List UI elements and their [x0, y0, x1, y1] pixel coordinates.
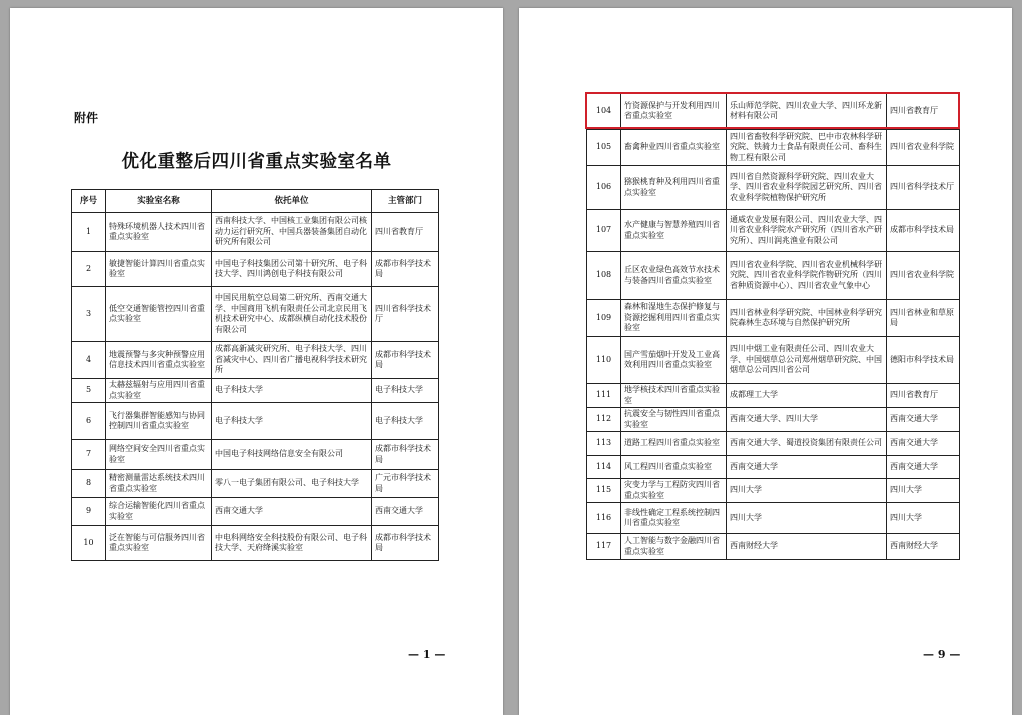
- cell-index: 5: [72, 379, 106, 403]
- cell-index: 115: [587, 479, 621, 503]
- cell-index: 2: [72, 252, 106, 287]
- table-row: [587, 130, 960, 166]
- cell-host-unit: 电子科技大学: [212, 379, 372, 403]
- table-row: [72, 526, 439, 561]
- cell-department: 四川省科学技术厅: [887, 166, 960, 210]
- cell-department: 四川省教育厅: [887, 384, 960, 408]
- cell-lab-name: 网络空间安全四川省重点实验室: [106, 440, 212, 470]
- cell-lab-name: 精密测量雷达系统技术四川省重点实验室: [106, 470, 212, 498]
- cell-department: 西南交通大学: [887, 408, 960, 432]
- cell-index: 4: [72, 342, 106, 379]
- cell-lab-name: 道路工程四川省重点实验室: [621, 432, 727, 456]
- cell-host-unit: 西南交通大学: [212, 498, 372, 526]
- attachment-label: 附件: [74, 111, 99, 125]
- cell-host-unit: 通威农业发展有限公司、四川农业大学、四川省农业科学院水产研究所（四川省水产研究所）、四川润兆渔业有限公司: [727, 210, 887, 252]
- cell-index: 10: [72, 526, 106, 561]
- cell-lab-name: 综合运输智能化四川省重点实验室: [106, 498, 212, 526]
- lab-list-table-page-9: [586, 92, 960, 560]
- cell-index: 111: [587, 384, 621, 408]
- cell-index: 106: [587, 166, 621, 210]
- table-row: [587, 534, 960, 560]
- cell-index: 117: [587, 534, 621, 560]
- table-row: [72, 213, 439, 252]
- cell-index: 3: [72, 287, 106, 342]
- cell-lab-name: 畜禽种业四川省重点实验室: [621, 130, 727, 166]
- cell-lab-name: 抗震安全与韧性四川省重点实验室: [621, 408, 727, 432]
- cell-host-unit: 四川省畜牧科学研究院、巴中市农林科学研究院、铁骑力士食品有限责任公司、畜科生物工程有限公司: [727, 130, 887, 166]
- cell-index: 109: [587, 300, 621, 337]
- cell-host-unit: 中国民用航空总局第二研究所、西南交通大学、中国商用飞机有限责任公司北京民用飞机技术研究中心、成都纵横自动化技术股份有限公司: [212, 287, 372, 342]
- cell-host-unit: 四川大学: [727, 503, 887, 534]
- cell-department: 西南财经大学: [887, 534, 960, 560]
- page-number: — 9 —: [923, 648, 961, 661]
- cell-lab-name: 敏捷智能计算四川省重点实验室: [106, 252, 212, 287]
- table-body-page-9: [587, 93, 960, 560]
- cell-index: 104: [587, 93, 621, 130]
- cell-host-unit: 西南交通大学: [727, 456, 887, 479]
- cell-lab-name: 地学核技术四川省重点实验室: [621, 384, 727, 408]
- cell-index: 108: [587, 252, 621, 300]
- cell-department: 电子科技大学: [372, 403, 439, 440]
- table-row: [72, 403, 439, 440]
- cell-lab-name: 太赫兹辐射与应用四川省重点实验室: [106, 379, 212, 403]
- cell-lab-name: 特殊环境机器人技术四川省重点实验室: [106, 213, 212, 252]
- cell-host-unit: 成都理工大学: [727, 384, 887, 408]
- table-row: [587, 479, 960, 503]
- cell-department: 成都市科学技术局: [372, 252, 439, 287]
- cell-index: 110: [587, 337, 621, 384]
- cell-host-unit: 西南交通大学、四川大学: [727, 408, 887, 432]
- cell-department: 成都市科学技术局: [887, 210, 960, 252]
- cell-lab-name: 低空交通智能管控四川省重点实验室: [106, 287, 212, 342]
- cell-department: 四川省农业科学院: [887, 252, 960, 300]
- cell-lab-name: 非线性确定工程系统控制四川省重点实验室: [621, 503, 727, 534]
- cell-department: 广元市科学技术局: [372, 470, 439, 498]
- cell-department: 成都市科学技术局: [372, 526, 439, 561]
- header-lab-name: 实验室名称: [106, 190, 212, 213]
- table-row: [587, 384, 960, 408]
- table-row: [587, 408, 960, 432]
- cell-lab-name: 森林和湿地生态保护修复与资源挖掘利用四川省重点实验室: [621, 300, 727, 337]
- table-row: [72, 470, 439, 498]
- cell-department: 西南交通大学: [887, 456, 960, 479]
- cell-department: 成都市科学技术局: [372, 342, 439, 379]
- cell-index: 112: [587, 408, 621, 432]
- cell-department: 德阳市科学技术局: [887, 337, 960, 384]
- page-number: — 1 —: [408, 648, 446, 661]
- cell-host-unit: 乐山师范学院、四川农业大学、四川环龙新材料有限公司: [727, 93, 887, 130]
- document-page-1: [10, 8, 503, 715]
- cell-host-unit: 四川中烟工业有限责任公司、四川农业大学、中国烟草总公司郑州烟草研究院、中国烟草总公司四川省公司: [727, 337, 887, 384]
- cell-department: 四川大学: [887, 503, 960, 534]
- header-department: 主管部门: [372, 190, 439, 213]
- cell-lab-name: 灾变力学与工程防灾四川省重点实验室: [621, 479, 727, 503]
- cell-index: 114: [587, 456, 621, 479]
- cell-index: 105: [587, 130, 621, 166]
- cell-department: 四川大学: [887, 479, 960, 503]
- table-row: [72, 440, 439, 470]
- table-row: [72, 379, 439, 403]
- cell-host-unit: 四川省农业科学院、四川省农业机械科学研究院、四川省农业科学院作物研究所（四川省种质资源中心）、四川省农业气象中心: [727, 252, 887, 300]
- cell-index: 9: [72, 498, 106, 526]
- cell-host-unit: 西南财经大学: [727, 534, 887, 560]
- cell-lab-name: 水产健康与智慧养殖四川省重点实验室: [621, 210, 727, 252]
- table-row: [72, 342, 439, 379]
- table-row: [587, 503, 960, 534]
- table-row: [587, 432, 960, 456]
- cell-host-unit: 四川省自然资源科学研究院、四川农业大学、四川省农业科学院园艺研究所、四川省农业科学院植物保护研究所: [727, 166, 887, 210]
- table-row: [587, 300, 960, 337]
- cell-host-unit: 电子科技大学: [212, 403, 372, 440]
- table-row: [587, 456, 960, 479]
- cell-index: 1: [72, 213, 106, 252]
- cell-lab-name: 国产雪茄烟叶开发及工业高效利用四川省重点实验室: [621, 337, 727, 384]
- cell-host-unit: 中国电子科技集团公司第十研究所、电子科技大学、四川鸿创电子科技有限公司: [212, 252, 372, 287]
- cell-index: 116: [587, 503, 621, 534]
- cell-index: 7: [72, 440, 106, 470]
- table-row: [587, 337, 960, 384]
- cell-department: 四川省科学技术厅: [372, 287, 439, 342]
- cell-host-unit: 四川大学: [727, 479, 887, 503]
- cell-index: 6: [72, 403, 106, 440]
- cell-department: 四川省农业科学院: [887, 130, 960, 166]
- cell-lab-name: 地震预警与多灾种预警应用信息技术四川省重点实验室: [106, 342, 212, 379]
- cell-host-unit: 中电科网络安全科技股份有限公司、电子科技大学、天府绛溪实验室: [212, 526, 372, 561]
- lab-list-table-page-1: [71, 189, 439, 561]
- cell-lab-name: 人工智能与数字金融四川省重点实验室: [621, 534, 727, 560]
- cell-lab-name: 飞行器集群智能感知与协同控制四川省重点实验室: [106, 403, 212, 440]
- cell-lab-name: 猕猴桃育种及利用四川省重点实验室: [621, 166, 727, 210]
- cell-index: 113: [587, 432, 621, 456]
- document-page-9: [519, 8, 1012, 715]
- table-row: [587, 210, 960, 252]
- table-row: [72, 252, 439, 287]
- header-index: 序号: [72, 190, 106, 213]
- cell-department: 四川省教育厅: [887, 93, 960, 130]
- cell-lab-name: 丘区农业绿色高效节水技术与装备四川省重点实验室: [621, 252, 727, 300]
- cell-lab-name: 竹资源保护与开发利用四川省重点实验室: [621, 93, 727, 130]
- cell-lab-name: 风工程四川省重点实验室: [621, 456, 727, 479]
- cell-host-unit: 零八一电子集团有限公司、电子科技大学: [212, 470, 372, 498]
- table-row: [72, 498, 439, 526]
- table-row: [587, 93, 960, 130]
- table-row: [72, 287, 439, 342]
- cell-host-unit: 成都高新减灾研究所、电子科技大学、四川省减灾中心、四川省广播电视科学技术研究所: [212, 342, 372, 379]
- header-host-unit: 依托单位: [212, 190, 372, 213]
- cell-index: 107: [587, 210, 621, 252]
- cell-host-unit: 西南交通大学、蜀道投资集团有限责任公司: [727, 432, 887, 456]
- cell-host-unit: 西南科技大学、中国核工业集团有限公司核动力运行研究所、中国兵器装备集团自动化研究所有限公司: [212, 213, 372, 252]
- cell-department: 电子科技大学: [372, 379, 439, 403]
- page-title: 优化重整后四川省重点实验室名单: [121, 152, 392, 172]
- table-body-page-1: [72, 213, 439, 561]
- cell-host-unit: 中国电子科技网络信息安全有限公司: [212, 440, 372, 470]
- cell-department: 西南交通大学: [887, 432, 960, 456]
- cell-host-unit: 四川省林业科学研究院、中国林业科学研究院森林生态环境与自然保护研究所: [727, 300, 887, 337]
- cell-department: 四川省教育厅: [372, 213, 439, 252]
- cell-lab-name: 泛在智能与可信服务四川省重点实验室: [106, 526, 212, 561]
- cell-department: 西南交通大学: [372, 498, 439, 526]
- cell-department: 成都市科学技术局: [372, 440, 439, 470]
- cell-department: 四川省林业和草原局: [887, 300, 960, 337]
- table-row: [587, 252, 960, 300]
- table-row: [587, 166, 960, 210]
- cell-index: 8: [72, 470, 106, 498]
